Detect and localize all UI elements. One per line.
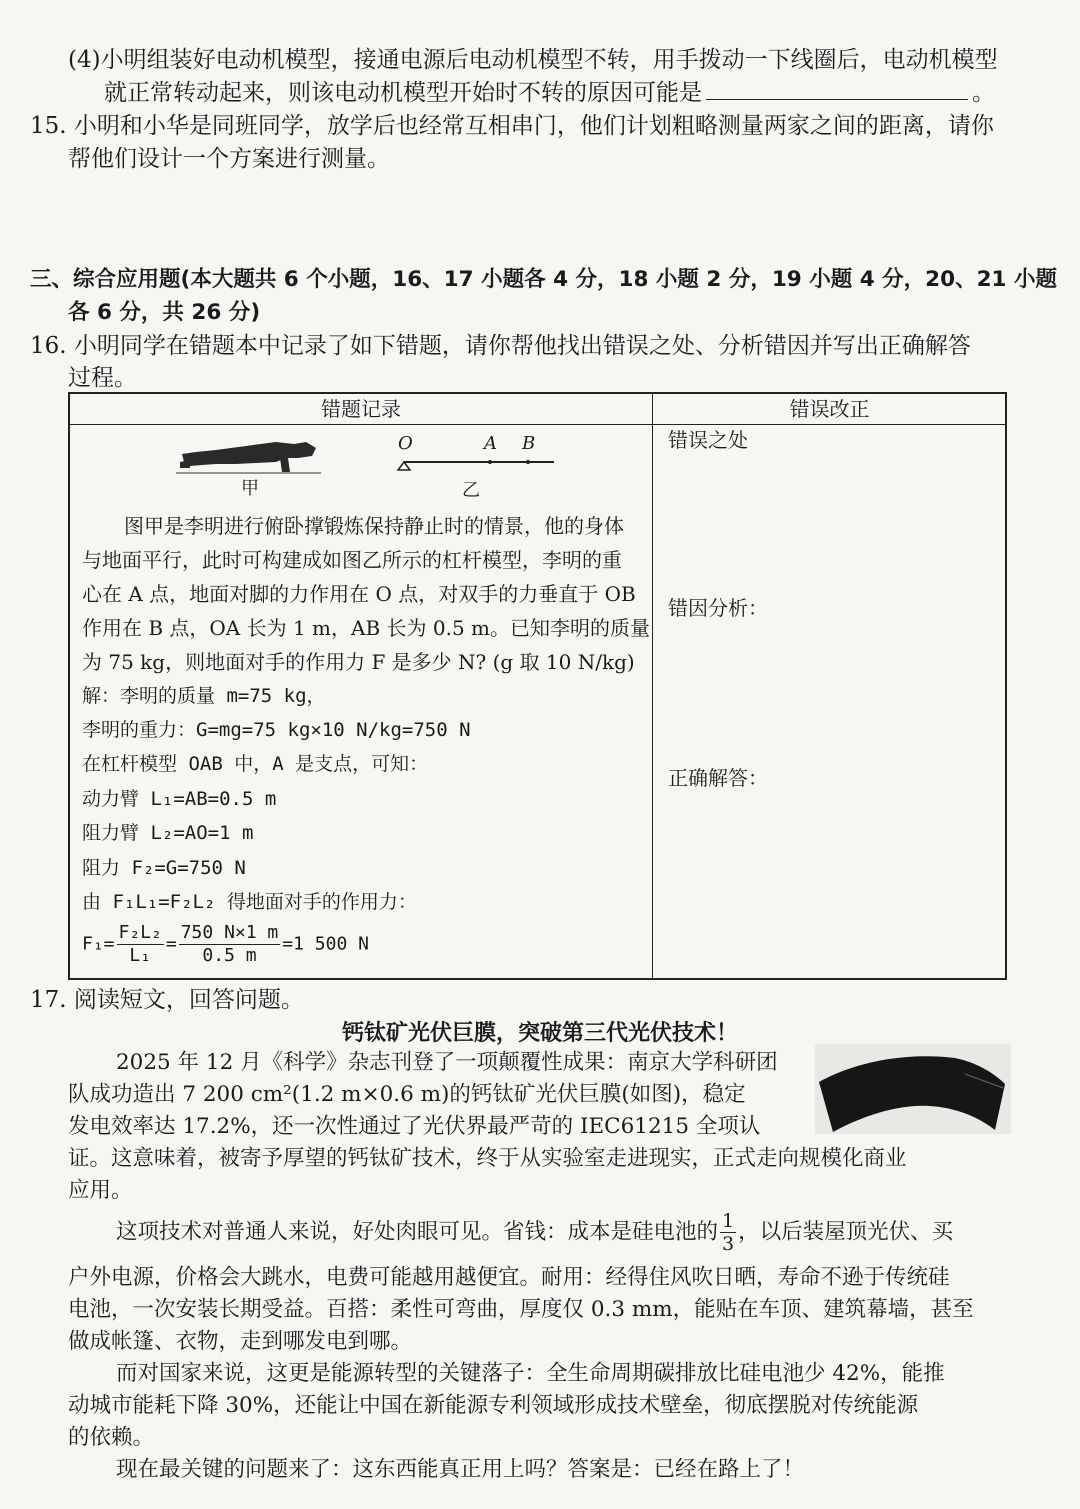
solution-line: 李明的重力：G=mg=75 kg×10 N/kg=750 N: [82, 719, 471, 741]
equals-sign: =: [165, 933, 177, 955]
frac-numerator: F₂L₂: [118, 922, 162, 943]
section3-heading-line1: 三、综合应用题(本大题共 6 个小题，16、17 小题各 4 分，18 小题 2 分，19 小题 4 分，20、21 小题: [30, 267, 1058, 292]
q14-part4-line2-text: 就正常转动起来，则该电动机模型开始时不转的原因可能是: [104, 80, 702, 106]
article-p1-line: 应用。: [68, 1178, 133, 1203]
article-p1-line: 证。这意味着，被寄予厚望的钙钛矿技术，终于从实验室走进现实，正式走向规模化商业: [68, 1146, 907, 1171]
lever-diagram: [392, 433, 562, 476]
p2-text-cont: ，以后装屋顶光伏、买: [738, 1219, 954, 1245]
article-p3-line: 动城市能耗下降 30%，还能让中国在新能源专利领域形成技术壁垒，彻底摆脱对传统能源: [68, 1393, 919, 1418]
article-p3-line: 的依赖。: [68, 1425, 155, 1450]
problem-line: 心在 A 点，地面对脚的力作用在 O 点，对双手的力垂直于 OB: [82, 582, 636, 606]
article-p4-line: 现在最关键的问题来了：这东西能真正用上吗？答案是：已经在路上了！: [116, 1457, 805, 1482]
article-p1-line: 队成功造出 7 200 cm²(1.2 m×0.6 m)的钙钛矿光伏巨膜(如图)，稳定: [68, 1082, 746, 1107]
q17-intro: 17. 阅读短文，回答问题。: [30, 987, 304, 1013]
article-p2-line: 电池，一次安装长期受益。百搭：柔性可弯曲，厚度仅 0.3 mm，能贴在车顶、建筑幕墙，甚至: [68, 1297, 974, 1322]
article-p2-line1: [116, 1210, 953, 1255]
frac-denominator: L₁: [129, 945, 152, 966]
frac-numerator: 1: [722, 1210, 735, 1232]
correct-solution-label: 正确解答：: [668, 766, 768, 790]
final-formula: [82, 922, 369, 967]
frac-denominator: 0.5 m: [202, 945, 257, 966]
q14-part4-line1: (4)小明组装好电动机模型，接通电源后电动机模型不转，用手拨动一下线圈后，电动机模型: [68, 47, 998, 73]
fraction-values: [179, 922, 281, 967]
one-third-fraction: [720, 1210, 736, 1255]
table-column-divider: [652, 394, 653, 978]
left-header: 错题记录: [321, 397, 401, 421]
right-header: 错误改正: [789, 397, 870, 421]
q14-period: 。: [972, 80, 995, 106]
q16-line2: 过程。: [68, 365, 137, 391]
point-a-marker: [488, 460, 492, 464]
problem-line: 为 75 kg，则地面对手的作用力 F 是多少 N? (g 取 10 N/kg): [82, 650, 635, 674]
article-p1-line: 发电效率达 17.2%，还一次性通过了光伏界最严苛的 IEC61215 全项认: [68, 1114, 761, 1139]
article-p2-line: 户外电源，价格会大跳水，电费可能越用越便宜。耐用：经得住风吹日晒，寿命不逊于传统硅: [68, 1265, 950, 1290]
fraction-f2l2-over-l1: [117, 922, 164, 967]
pivot-triangle: [398, 462, 410, 470]
point-b-marker: [526, 460, 530, 464]
article-p3-line: 而对国家来说，这更是能源转型的关键落子：全生命周期碳排放比硅电池少 42%，能推: [116, 1361, 945, 1386]
q15-line2: 帮他们设计一个方案进行测量。: [68, 146, 390, 172]
solution-line: 解：李明的质量 m=75 kg，: [82, 685, 326, 707]
article-title: 钙钛矿光伏巨膜，突破第三代光伏技术！: [341, 1021, 738, 1046]
section3-heading-line2: 各 6 分，共 26 分): [68, 300, 261, 325]
answer-blank[interactable]: [706, 77, 968, 100]
pushup-body: [182, 442, 316, 466]
point-o-label: O: [398, 433, 413, 454]
point-a-label: A: [484, 433, 497, 454]
frac-denominator: 3: [722, 1233, 735, 1255]
point-b-label: B: [522, 433, 536, 454]
p2-text: 这项技术对普通人来说，好处肉眼可见。省钱：成本是硅电池的: [116, 1219, 719, 1245]
pushup-foot: [180, 460, 190, 468]
solution-line: 阻力臂 L₂=AO=1 m: [82, 822, 254, 844]
q15-line1: 15. 小明和小华是同班同学，放学后也经常互相串门，他们计划粗略测量两家之间的距离，请你: [30, 113, 994, 139]
perovskite-film-image: [815, 1044, 1011, 1134]
frac-numerator: 750 N×1 m: [180, 922, 279, 943]
article-p1-line: 2025 年 12 月《科学》杂志刊登了一项颠覆性成果：南京大学科研团: [116, 1050, 778, 1075]
solution-line: 由 F₁L₁=F₂L₂ 得地面对手的作用力：: [82, 891, 417, 913]
final-result: =1 500 N: [282, 933, 369, 955]
figure-label-jia: 甲: [241, 478, 259, 499]
solution-line: 阻力 F₂=G=750 N: [82, 857, 246, 879]
error-correction-table: [68, 392, 1007, 980]
error-cause-label: 错因分析：: [668, 596, 768, 620]
problem-line: 作用在 B 点，OA 长为 1 m，AB 长为 0.5 m。已知李明的质量: [82, 616, 650, 640]
figure-label-yi: 乙: [462, 480, 480, 501]
problem-line: 与地面平行，此时可构建成如图乙所示的杠杆模型，李明的重: [82, 548, 622, 572]
problem-line: 图甲是李明进行俯卧撑锻炼保持静止时的情景，他的身体: [124, 514, 624, 538]
q16-line1: 16. 小明同学在错题本中记录了如下错题，请你帮他找出错误之处、分析错因并写出正确解答: [30, 333, 971, 359]
solution-line: 动力臂 L₁=AB=0.5 m: [82, 788, 277, 810]
f1-symbol: F₁=: [82, 933, 115, 955]
pushup-arm: [280, 458, 290, 472]
error-location-label: 错误之处: [668, 428, 748, 452]
q14-part4-line2: [104, 77, 995, 109]
article-p2-line: 做成帐篷、衣物，走到哪发电到哪。: [68, 1329, 413, 1354]
solution-line: 在杠杆模型 OAB 中，A 是支点，可知：: [82, 753, 429, 775]
